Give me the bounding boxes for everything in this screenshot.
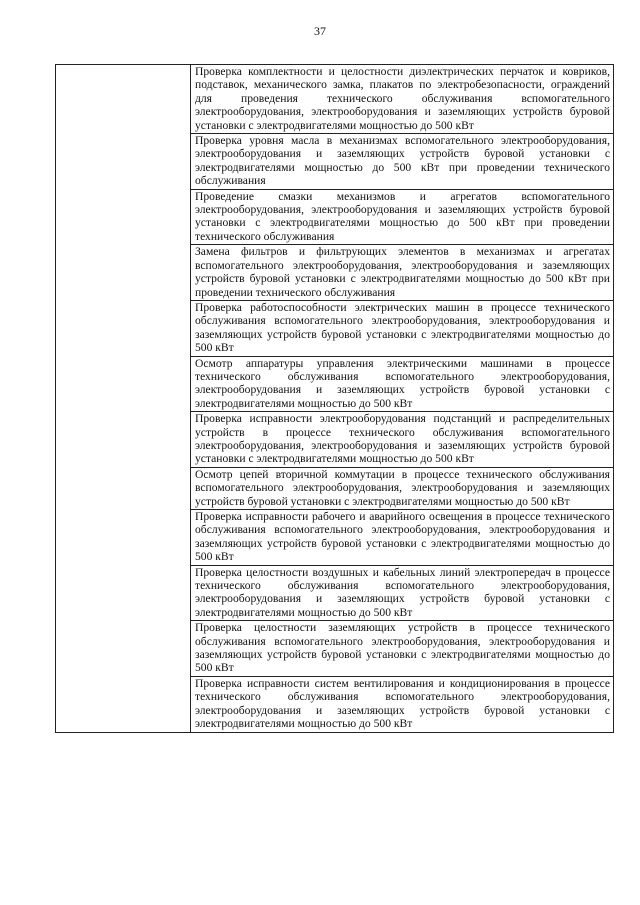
table-row: Проверка работоспособности электрических машин в процессе технического обслуживания вспомогательного электрооборудования, электрооборудования и заземляющих устройств буровой установки с электродвигателями мощностью до 500 кВт	[191, 301, 613, 357]
table-row: Осмотр цепей вторичной коммутации в процессе технического обслуживания вспомогательного электрооборудования, электрооборудования и заземляющих устройств буровой установки с электродвигателями мощностью до 500 кВт	[191, 468, 613, 510]
table-row: Проверка уровня масла в механизмах вспомогательного электрооборудования, электрооборудования и заземляющих устройств буровой установки с электродвигателями мощностью до 500 кВт при проведении технического обслуживания	[191, 134, 613, 190]
labor-functions-table	[55, 64, 614, 733]
table-right-column	[191, 64, 614, 733]
table-row: Замена фильтров и фильтрующих элементов в механизмах и агрегатах вспомогательного электрооборудования, электрооборудования и заземляющих устройств буровой установки с электродвигателями мощностью до 500 кВт при проведении технического обслуживания	[191, 245, 613, 301]
table-row: Проверка исправности рабочего и аварийного освещения в процессе технического обслуживания вспомогательного электрооборудования, электрооборудования и заземляющих устройств буровой установки с электродвигателями мощностью до 500 кВт	[191, 510, 613, 566]
table-row: Осмотр аппаратуры управления электрическими машинами в процессе технического обслуживания вспомогательного электрооборудования, электрооборудования и заземляющих устройств буровой установки с электродвигателями мощностью до 500 кВт	[191, 357, 613, 413]
table-row: Проверка исправности систем вентилирования и кондиционирования в процессе технического обслуживания вспомогательного электрооборудования, электрооборудования и заземляющих устройств буровой установки с электродвигателями мощностью до 500 кВт	[191, 677, 613, 733]
table-row: Проверка комплектности и целостности диэлектрических перчаток и ковриков, подставок, механического замка, плакатов по электробезопасности, ограждений для проведения технического обслуживания вспомогательного электрооборудования, электрооборудования и заземляющих устройств буровой установки с электродвигателями мощностью до 500 кВт	[191, 65, 613, 134]
table-row: Проверка целостности заземляющих устройств в процессе технического обслуживания вспомогательного электрооборудования, электрооборудования и заземляющих устройств буровой установки с электродвигателями мощностью до 500 кВт	[191, 621, 613, 677]
table-left-column	[55, 64, 191, 733]
page-number: 37	[314, 24, 326, 38]
table-row: Проверка целостности воздушных и кабельных линий электропередач в процессе технического обслуживания вспомогательного электрооборудования, электрооборудования и заземляющих устройств буровой установки с электродвигателями мощностью до 500 кВт	[191, 566, 613, 622]
table-row: Проверка исправности электрооборудования подстанций и распределительных устройств в процессе технического обслуживания вспомогательного электрооборудования, электрооборудования и заземляющих устройств буровой установки с электродвигателями мощностью до 500 кВт	[191, 412, 613, 468]
table-row: Проведение смазки механизмов и агрегатов вспомогательного электрооборудования, электрооборудования и заземляющих устройств буровой установки с электродвигателями мощностью до 500 кВт при проведении технического обслуживания	[191, 190, 613, 246]
